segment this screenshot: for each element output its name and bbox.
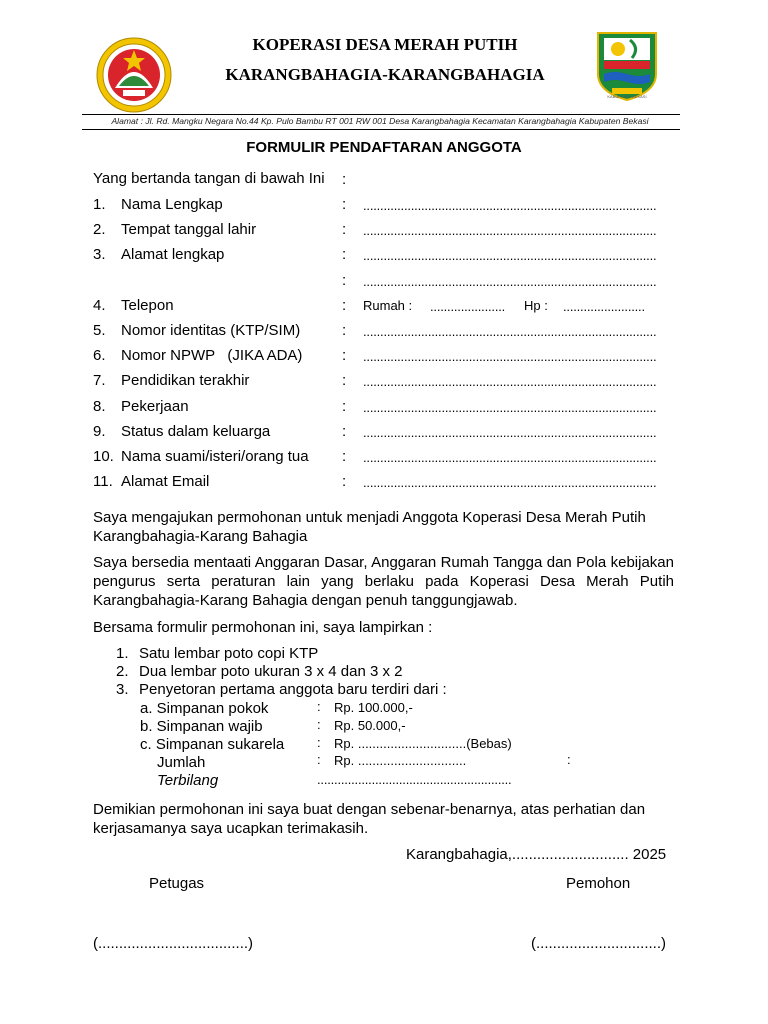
intro-colon: : [342,171,347,188]
form-intro: Yang bertanda tangan di bawah Ini [93,170,325,187]
field-label-telepon: Telepon [121,297,174,314]
paragraph-application: Saya mengajukan permohonan untuk menjadi Anggota Koperasi Desa Merah Putih Karangbahagia-Karang Bahagia [93,509,646,545]
field-input-keluarga[interactable]: ...................................................................................... [363,450,657,465]
savings-jumlah-trailing-colon: : [567,752,571,767]
field-num: 3. [93,246,106,263]
field-num: 2. [93,221,106,238]
field-input-ktp[interactable]: ...................................................................................... [363,324,657,339]
field-input-pekerjaan[interactable]: ...................................................................................... [363,400,657,415]
savings-value-wajib: Rp. 50.000,- [334,718,406,733]
header-rule-bottom [82,129,680,130]
field-num: 5. [93,322,106,339]
org-name-line1: KOPERASI DESA MERAH PUTIH [252,35,518,54]
field-input-alamat[interactable]: ...................................................................................... [363,248,657,263]
place-date: Karangbahagia,............................ 2025 [406,846,667,863]
field-input-alamat-2[interactable]: ...................................................................................... [363,274,657,289]
signature-name-petugas[interactable]: (....................................) [93,935,254,952]
field-num: 9. [93,423,106,440]
field-colon: : [342,322,347,339]
savings-colon: : [317,699,321,714]
savings-label-sukarela: c. Simpanan sukarela [140,736,285,753]
attachment-item: Dua lembar poto ukuran 3 x 4 dan 3 x 2 [139,663,403,680]
signature-title-pemohon: Pemohon [566,875,631,892]
phone-rumah-input[interactable]: ...................... [430,299,506,314]
field-num: 4. [93,297,106,314]
field-colon: : [342,272,347,289]
field-label-keluarga: Nama suami/isteri/orang tua [121,448,309,465]
paragraph-commitment [93,553,674,610]
savings-value-jumlah[interactable]: Rp. .............................. [334,753,467,768]
terbilang-input[interactable]: ......................................................... [317,772,512,787]
field-input-pendidikan[interactable]: ...................................................................................... [363,374,657,389]
field-label-ktp: Nomor identitas (KTP/SIM) [121,322,301,339]
signature-title-petugas: Petugas [149,875,205,892]
field-colon: : [342,221,347,238]
savings-value-sukarela[interactable]: Rp. ..............................(Bebas) [334,736,512,751]
signature-name-pemohon[interactable]: (..............................) [531,935,667,952]
field-colon: : [342,246,347,263]
phone-hp-input[interactable]: ........................ [563,299,645,314]
savings-label-pokok: a. Simpanan pokok [140,700,269,717]
terbilang-label: Terbilang [157,772,219,789]
attachment-num: 2. [116,663,129,680]
header-rule-top [82,114,680,115]
savings-value-pokok: Rp. 100.000,- [334,700,413,715]
field-label-alamat: Alamat lengkap [121,246,225,263]
phone-rumah-label: Rumah : [363,298,413,313]
org-address: Alamat : Jl. Rd. Mangku Negara No.44 Kp. Pulo Bambu RT 001 RW 001 Desa Karangbahagia Kecamatan Karangbahagia Kabupaten Bekasi [111,116,649,126]
field-colon: : [342,398,347,415]
field-num: 1. [93,196,106,213]
field-num: 8. [93,398,106,415]
field-label-npwp: Nomor NPWP (JIKA ADA) [121,347,303,364]
attachment-item: Satu lembar poto copi KTP [139,645,319,662]
attachment-num: 3. [116,681,129,698]
field-colon: : [342,448,347,465]
field-input-nama[interactable]: ...................................................................................... [363,198,657,213]
attachment-item: Penyetoran pertama anggota baru terdiri dari : [139,681,447,698]
field-num: 11. [93,473,113,490]
phone-hp-label: Hp : [524,298,548,313]
field-num: 7. [93,372,106,389]
org-name-line2: KARANGBAHAGIA-KARANGBAHAGIA [225,65,545,84]
crest-caption: KABUPATEN BEKASI [607,94,647,99]
form-title: FORMULIR PENDAFTARAN ANGGOTA [246,139,522,156]
field-colon: : [342,196,347,213]
attachment-num: 1. [116,645,129,662]
field-input-status[interactable]: ...................................................................................... [363,425,657,440]
paragraph-closing: Demikian permohonan ini saya buat dengan sebenar-benarnya, atas perhatian dan kerjasamanya saya ucapkan terimakasih. [93,801,646,837]
paragraph-attachments: Bersama formulir permohonan ini, saya lampirkan : [93,619,433,636]
savings-colon: : [317,735,321,750]
field-label-pendidikan: Pendidikan terakhir [121,372,250,389]
savings-colon: : [317,752,321,767]
field-label-pekerjaan: Pekerjaan [121,398,189,415]
field-input-ttl[interactable]: ...................................................................................... [363,223,657,238]
field-label-ttl: Tempat tanggal lahir [121,221,257,238]
field-num: 6. [93,347,106,364]
field-label-nama: Nama Lengkap [121,196,223,213]
savings-colon: : [317,717,321,732]
field-label-email: Alamat Email [121,473,210,490]
field-input-npwp[interactable]: ...................................................................................... [363,349,657,364]
paragraph-commitment-text: Saya bersedia mentaati Anggaran Dasar, Anggaran Rumah Tangga dan Pola kebijakan pengurus serta peraturan lain yang berlaku pada Koperasi Desa Merah Putih Karangbahagia-Karang Bahagia dengan penuh tanggungjawab. [93,554,674,609]
field-colon: : [342,473,347,490]
field-input-email[interactable]: ...................................................................................... [363,475,657,490]
field-colon: : [342,423,347,440]
savings-label-jumlah: Jumlah [157,754,206,771]
field-label-status: Status dalam keluarga [121,423,271,440]
field-num: 10. [93,448,114,465]
savings-label-wajib: b. Simpanan wajib [140,718,263,735]
field-colon: : [342,372,347,389]
field-colon: : [342,297,347,314]
field-colon: : [342,347,347,364]
